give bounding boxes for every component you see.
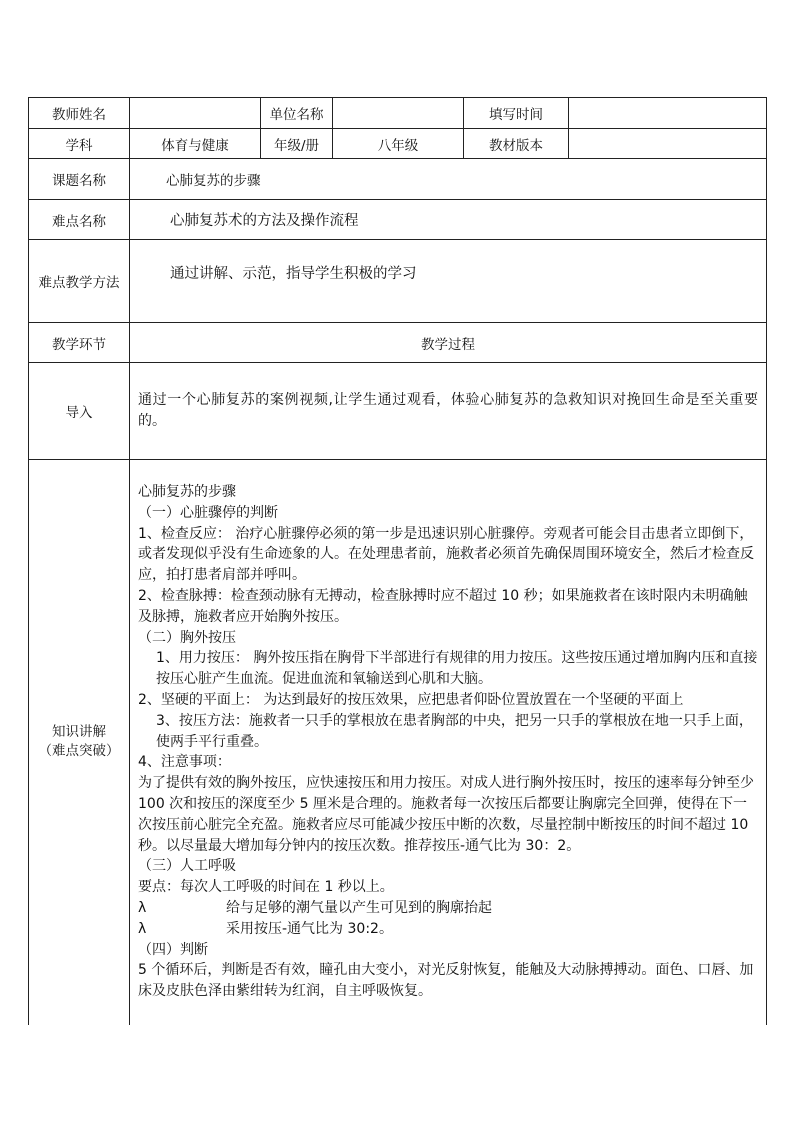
header-row-1 [29,98,767,129]
section-3-heading: （三）人工呼吸 [138,858,236,875]
section-2-paragraph-1: 1、用力按压： 胸外按压指在胸骨下半部进行有规律的用力按压。这些按压通过增加胸内压和直接按压心脏产生血流。促进血流和氧输送到心肌和大脑。 [156,650,758,688]
section-1-paragraph-1: 1、检查反应： 治疗心脏骤停必须的第一步是迅速识别心脏骤停。旁观者可能会目击患者立即倒下，或者发现似乎没有生命迹象的人。在处理患者前，施救者必须首先确保周围环境安全，然后才检查反应，拍打患者肩部并呼叫。 [138,525,754,584]
knowledge-row [29,460,767,1025]
knowledge-label-line1: 知识讲解 [52,724,106,741]
grade-value: 八年级 [333,129,464,159]
process-header-row [29,323,767,363]
unit-label: 单位名称 [261,98,333,129]
section-2-paragraph-4: 4、注意事项： [138,754,231,771]
date-value [569,98,767,129]
section-4-heading: （四）判断 [138,941,208,958]
lesson-plan-table [28,97,767,1025]
intro-label: 导入 [29,363,130,460]
section-2-heading: （二）胸外按压 [138,629,236,646]
grade-label: 年级/册 [261,129,333,159]
section-1-heading: （一）心脏骤停的判断 [138,504,278,521]
knowledge-label-line2: （难点突破） [38,743,120,760]
section-2-paragraph-3: 3、按压方法：施救者一只手的掌根放在患者胸部的中央，把另一只手的掌根放在地一只手上面，使两手平行重叠。 [156,712,753,750]
knowledge-label [29,460,130,1025]
topic-label: 课题名称 [29,159,130,200]
knowledge-title: 心肺复苏的步骤 [138,484,236,500]
section-3-bullet-1 [138,898,758,919]
difficulty-row [29,200,767,240]
unit-value [333,98,464,129]
section-3-paragraph-1: 要点：每次人工呼吸的时间在 1 秒以上。 [138,879,394,896]
edition-label: 教材版本 [464,129,569,159]
section-3-bullet-2 [138,919,758,940]
intro-row [29,363,767,460]
edition-value [569,129,767,159]
bullet-text: 采用按压-通气比为 30:2。 [226,920,393,937]
knowledge-content [130,460,767,1025]
section-1-paragraph-2: 2、检查脉搏：检查颈动脉有无搏动，检查脉搏时应不超过 10 秒；如果施救者在该时限内未明确触及脉搏，施救者应开始胸外按压。 [138,587,748,625]
difficulty-label: 难点名称 [29,200,130,240]
process-label: 教学环节 [29,323,130,363]
subject-label: 学科 [29,129,130,159]
section-4-paragraph-1: 5 个循环后，判断是否有效，瞳孔由大变小，对光反射恢复，能触及大动脉搏搏动。面色、口唇、加床及皮肤色泽由紫绀转为红润，自主呼吸恢复。 [138,962,754,1000]
intro-text: 通过一个心肺复苏的案例视频,让学生通过观看，体验心肺复苏的急救知识对挽回生命是至关重要的。 [130,363,767,460]
section-2-paragraph-2: 2、坚硬的平面上： 为达到最好的按压效果，应把患者仰卧位置放置在一个坚硬的平面上 [138,691,684,708]
section-2-paragraph-5: 为了提供有效的胸外按压，应快速按压和用力按压。对成人进行胸外按压时，按压的速率每分钟至少 100 次和按压的深度至少 5 厘米是合理的。施救者每一次按压后都要让胸廓完全回弹，使得在下一次按压前心脏完全充盈。施救者应尽可能减少按压中断的次数，尽量控制中断按压的时间不超过 10 秒。以尽量最大增加每分钟内的按压次数。推荐按压-通气比为 30：2。 [138,775,754,854]
method-label: 难点教学方法 [29,240,130,323]
subject-value: 体育与健康 [130,129,261,159]
method-value: 通过讲解、示范，指导学生积极的学习 [130,240,767,323]
teacher-label: 教师姓名 [29,98,130,129]
topic-value: 心肺复苏的步骤 [130,159,767,200]
difficulty-value: 心肺复苏术的方法及操作流程 [130,200,767,240]
process-value: 教学过程 [130,323,767,363]
header-row-2 [29,129,767,159]
topic-row [29,159,767,200]
bullet-marker: λ [138,899,147,916]
teacher-value [130,98,261,129]
method-row [29,240,767,323]
date-label: 填写时间 [464,98,569,129]
bullet-text: 给与足够的潮气量以产生可见到的胸廓抬起 [226,899,492,916]
bullet-marker: λ [138,920,147,937]
